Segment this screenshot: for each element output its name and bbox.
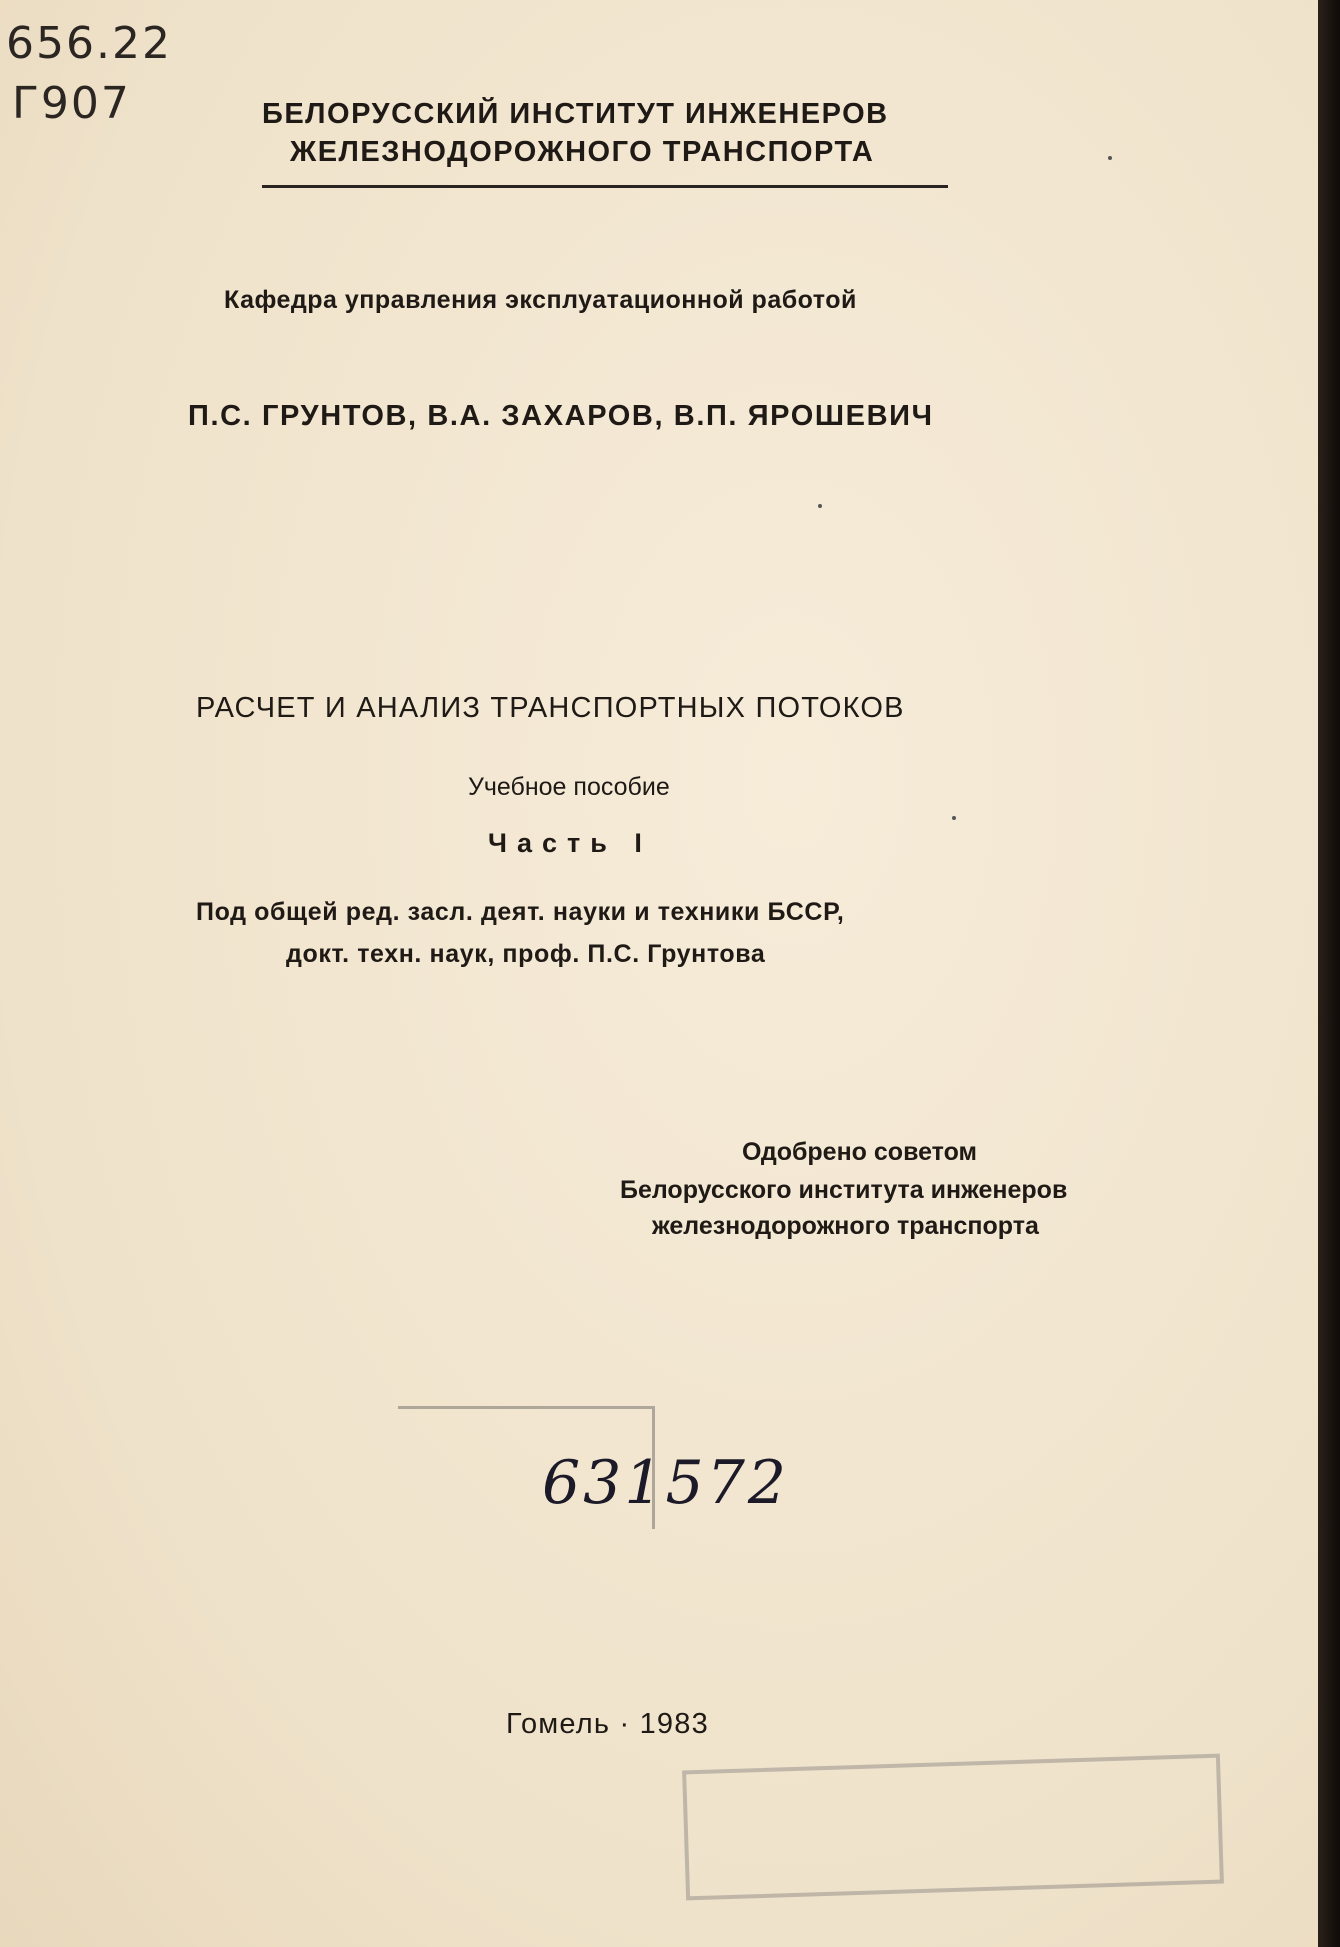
scan-edge: [1318, 0, 1340, 1947]
editor-line-2: докт. техн. наук, проф. П.С. Грунтова: [286, 940, 766, 968]
book-subtitle: Учебное пособие: [468, 773, 670, 801]
book-title: РАСЧЕТ И АНАЛИЗ ТРАНСПОРТНЫХ ПОТОКОВ: [196, 692, 905, 724]
approval-line-1: Одобрено советом: [742, 1138, 978, 1166]
institute-name-line-1: БЕЛОРУССКИЙ ИНСТИТУТ ИНЖЕНЕРОВ: [262, 98, 889, 130]
handwritten-author-code: Г907: [12, 78, 131, 129]
library-stamp-bottom: [682, 1754, 1224, 1901]
editor-line-1: Под общей ред. засл. деят. науки и техники БССР,: [196, 898, 845, 926]
authors: П.С. ГРУНТОВ, В.А. ЗАХАРОВ, В.П. ЯРОШЕВИЧ: [188, 400, 934, 432]
department-name: Кафедра управления эксплуатационной работой: [224, 286, 857, 314]
imprint-city-year: Гомель · 1983: [506, 1708, 709, 1740]
header-rule: [262, 185, 948, 188]
handwritten-classification-code: 656.22: [6, 18, 172, 69]
speck: [818, 504, 822, 508]
speck: [952, 816, 956, 820]
book-part: Часть I: [488, 828, 652, 858]
institute-name-line-2: ЖЕЛЕЗНОДОРОЖНОГО ТРАНСПОРТА: [290, 136, 875, 168]
speck: [1108, 156, 1112, 160]
approval-line-2: Белорусского института инженеров: [620, 1176, 1068, 1204]
inventory-number: 631572: [542, 1448, 790, 1518]
approval-line-3: железнодорожного транспорта: [652, 1212, 1039, 1240]
